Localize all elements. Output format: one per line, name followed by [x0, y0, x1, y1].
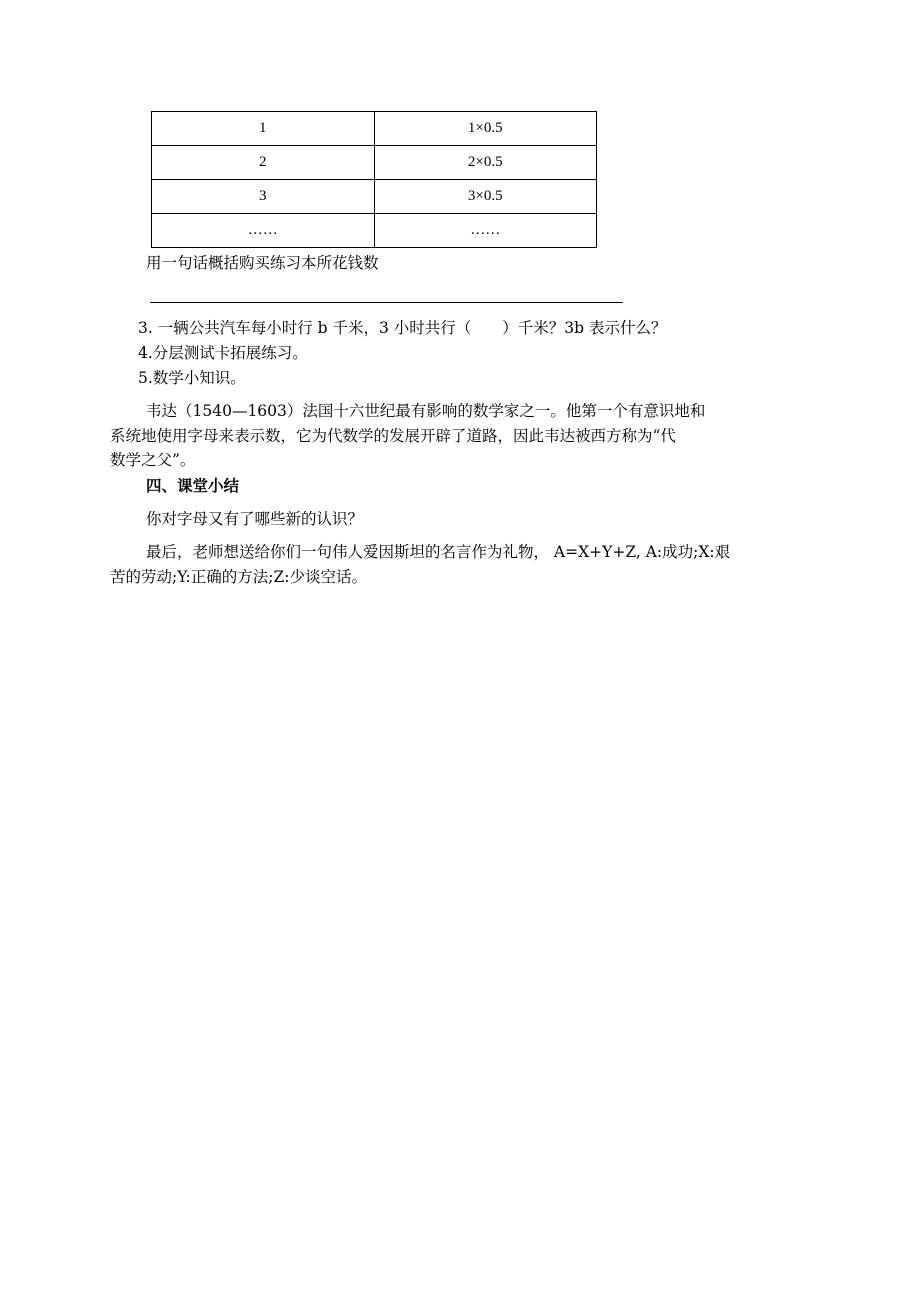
- item-5: 5.数学小知识。: [138, 369, 246, 387]
- answer-line: [150, 302, 623, 303]
- knowledge-line-1: 韦达（1540—1603）法国十六世纪最有影响的数学家之一。他第一个有意识地和: [146, 402, 706, 420]
- summary-prompt: 用一句话概括购买练习本所花钱数: [146, 254, 379, 272]
- table-cell-cost: 1×0.5: [374, 112, 597, 146]
- table-cell-count: 3: [152, 180, 375, 214]
- knowledge-line-2: 系统地使用字母来表示数，它为代数学的发展开辟了道路，因此韦达被西方称为“代: [110, 427, 676, 445]
- item-4: 4.分层测试卡拓展练习。: [138, 344, 308, 362]
- table-cell-cost: 3×0.5: [374, 180, 597, 214]
- closing-line-1: 最后，老师想送给你们一句伟人爱因斯坦的名言作为礼物， A=X+Y+Z, A:成功;X:艰: [146, 543, 731, 561]
- table-cell-count: 1: [152, 112, 375, 146]
- closing-line-2: 苦的劳动;Y:正确的方法;Z:少谈空话。: [110, 568, 367, 586]
- table-row: [152, 180, 597, 214]
- table-cell-cost: ……: [374, 214, 597, 248]
- knowledge-line-3: 数学之父”。: [110, 451, 196, 469]
- question-3: 3. 一辆公共汽车每小时行 b 千米，3 小时共行（ ）千米？3b 表示什么？: [138, 319, 667, 337]
- section-heading: 四、课堂小结: [146, 476, 240, 495]
- table-row: [152, 112, 597, 146]
- summary-question: 你对字母又有了哪些新的认识？: [146, 510, 364, 528]
- table-cell-count: ……: [152, 214, 375, 248]
- table-cell-cost: 2×0.5: [374, 146, 597, 180]
- cost-table: [151, 111, 597, 248]
- table-cell-count: 2: [152, 146, 375, 180]
- table-row: [152, 214, 597, 248]
- table-row: [152, 146, 597, 180]
